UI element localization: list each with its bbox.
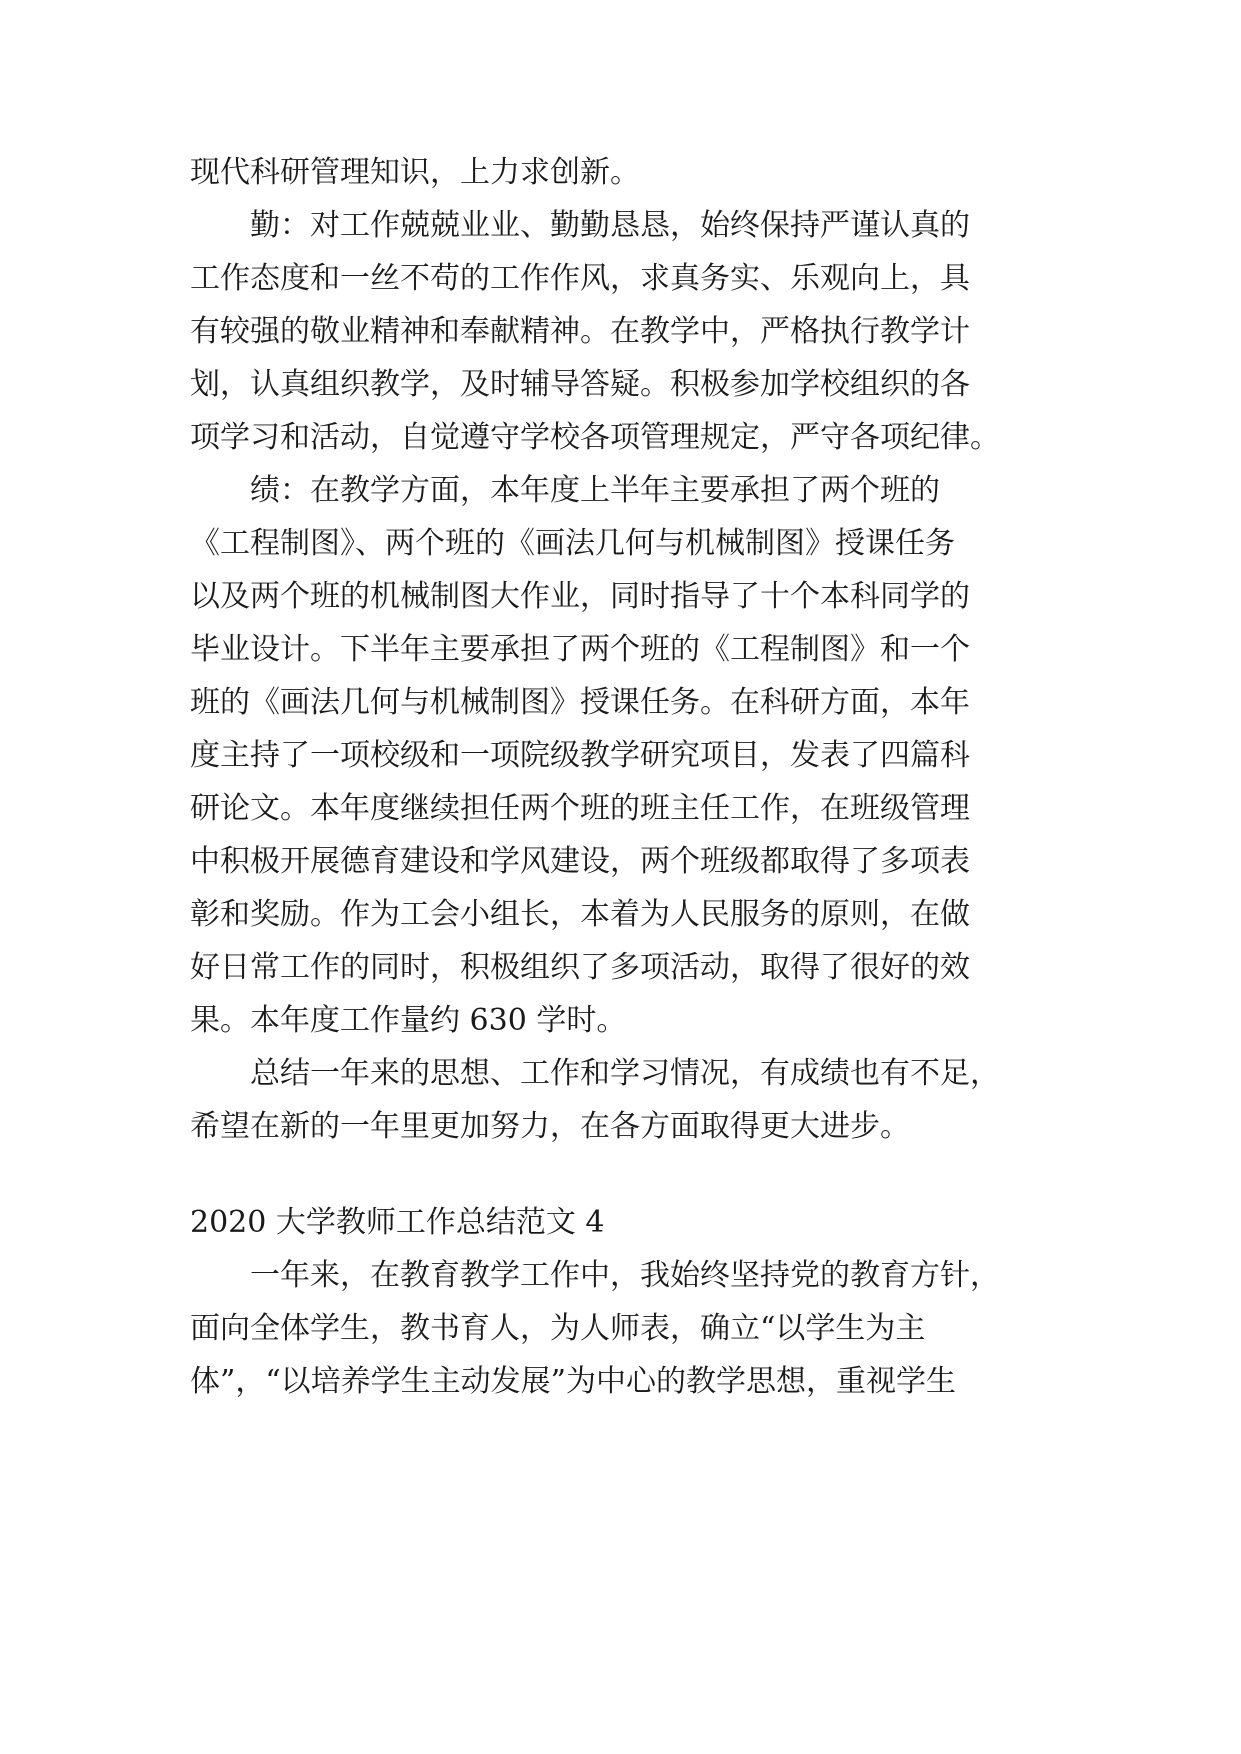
paragraph-line: 度主持了一项校级和一项院级教学研究项目，发表了四篇科 xyxy=(190,738,970,773)
paragraph-line: 果。本年度工作量约 630 学时。 xyxy=(190,1003,627,1038)
paragraph-line: 绩：在教学方面，本年度上半年主要承担了两个班的 xyxy=(190,473,940,508)
paragraph-line: 工作态度和一丝不苟的工作作风，求真务实、乐观向上，具 xyxy=(190,261,970,296)
paragraph-line: 一年来，在教育教学工作中，我始终坚持党的教育方针， xyxy=(190,1258,1000,1293)
paragraph-line: 毕业设计。下半年主要承担了两个班的《工程制图》和一个 xyxy=(190,632,970,667)
paragraph-line: 勤：对工作兢兢业业、勤勤恳恳，始终保持严谨认真的 xyxy=(190,208,970,243)
paragraph-line: 项学习和活动，自觉遵守学校各项管理规定，严守各项纪律。 xyxy=(190,420,1000,455)
paragraph-line: 体”，“以培养学生主动发展”为中心的教学思想，重视学生 xyxy=(190,1364,957,1399)
paragraph-line: 班的《画法几何与机械制图》授课任务。在科研方面，本年 xyxy=(190,685,970,720)
paragraph-line: 划，认真组织教学，及时辅导答疑。积极参加学校组织的各 xyxy=(190,367,970,402)
paragraph-line: 希望在新的一年里更加努力，在各方面取得更大进步。 xyxy=(190,1109,910,1144)
paragraph-line: 彰和奖励。作为工会小组长，本着为人民服务的原则，在做 xyxy=(190,897,970,932)
paragraph-line: 好日常工作的同时，积极组织了多项活动，取得了很好的效 xyxy=(190,950,970,985)
paragraph-line: 中积极开展德育建设和学风建设，两个班级都取得了多项表 xyxy=(190,844,970,879)
section-heading: 2020 大学教师工作总结范文 4 xyxy=(190,1205,605,1240)
paragraph-line: 总结一年来的思想、工作和学习情况，有成绩也有不足， xyxy=(190,1056,1000,1091)
paragraph-line: 以及两个班的机械制图大作业，同时指导了十个本科同学的 xyxy=(190,579,970,614)
paragraph-line: 有较强的敬业精神和奉献精神。在教学中，严格执行教学计 xyxy=(190,314,970,349)
paragraph-line: 现代科研管理知识，上力求创新。 xyxy=(190,155,640,190)
paragraph-line: 面向全体学生，教书育人，为人师表，确立“以学生为主 xyxy=(190,1311,926,1346)
paragraph-line: 研论文。本年度继续担任两个班的班主任工作，在班级管理 xyxy=(190,791,970,826)
paragraph-line: 《工程制图》、两个班的《画法几何与机械制图》授课任务 xyxy=(190,526,955,561)
